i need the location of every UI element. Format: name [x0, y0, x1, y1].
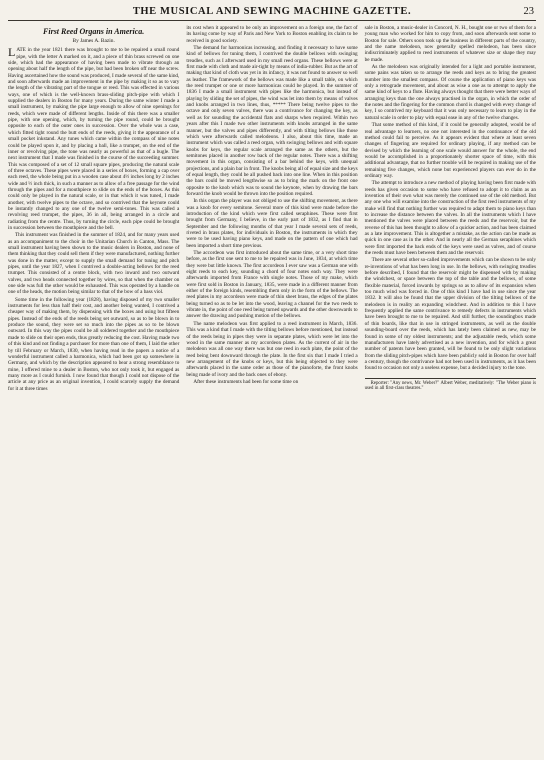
- column-2: [186, 25, 357, 393]
- paragraph: The accordeon was first introduced about the same time, or a very short time before, as the first one sent to me to be repaired was in June, 1834, at which time they were but little known. The first accordeon I ever saw was a German one with eight reeds to each key, sounding a chord of four notes each way. They were afterwards imported from France with single notes. Those of my make, which were first sold in Boston in January, 1835, were made in a different manner from either of the foreign kinds, resembling them only in the form of the bellows. The reed plates in my accordeon were made of thin sheet brass, the edges of the plates being turned so as to be let into the wood, leaving a channel for the two reeds to vibrate in, the point of one reed being turned upwards and the other downwards to answer the drawing and pushing motion of the bellows.: [186, 250, 358, 320]
- paragraph: As the melodeon was originally intended for a light and portable instrument, some pains was taken so to arrange the reeds and keys as to bring the greatest number into the smallest compass. Of course the application of piano keys was only a retrograde movement, and about as wise a one as to attempt to apply the same kind of keys to a flute. Having always thought that there were better ways of arranging keys than the one always practised in the organ, in which the order of the notes and the fingering for the common chord is changed with every change of key, I so contrived my keyboard that it was only necessary to learn to play in the natural scale in order to play with equal ease in any of the twelve changes.: [364, 64, 536, 121]
- paragraph: The demand for harmonicas increasing, and finding it necessary to have some kind of bellows for tuning them, I contrived the double bellows with swinging treadles, such as I afterward used in my small reed organs. These bellows were at first made with cloth and made air-tight by means of india-rubber. But as the art of making that kind of cloth was yet in its infancy, it was not found to answer so well as leather. The framework of the bellows was made like a small table, on which the reed trumpet or one or more harmonicas could be played. In the summer of 1836 I made a small instrument with pipes like the harmonica, but instead of playing by sliding the set of pipes, the wind was let into them by means of valves and knobs arranged in two lines, thus, ***** There being twelve pipes to the octave and only seven valves, there was a contrivance for changing the key, as well as for sounding the accidental flats and sharps when required. Within two years after this I made two other instruments with knobs arranged in the same manner, but the valves and pipes differently, and with tilting bellows like those which were afterwards called melodeons. I also, about this time, made an instrument which was called a reed organ, with swinging bellows and with square knobs for keys, the regular scale arranged the same as the others, but the semitones placed in another row back of the regular notes. There was a shifting movement in this organ, consisting of a bar behind the keys, with unequal projections, and a plain bar in front. The knobs being all of equal size and the keys of equal length, they could be all pushed back into one line. When in this position the bars could be moved lengthwise so as to bring the mark on the front one opposite to the knob which was to sound the keynote, when by drawing the bars forward the knob would be thrown into the position required.: [186, 45, 358, 197]
- article-title: First Reed Organs in America.: [43, 27, 145, 36]
- column-1: [8, 25, 179, 393]
- paragraph: The attempt to introduce a new method of playing having been first made with reeds has given occasion to some who have refused to adopt it to claim as an invention of their own what was merely the continued use of the old method. But any one who will examine into the construction of the first reed instruments of my make will find that nothing further was required to adapt them to piano keys than to increase the distance between the valves. In all the instruments which I have mentioned the valves were placed between the reeds and the reservoir, but the reverse of this has been thought to allow of a quicker action, and has been claimed as a late improvement. This is altogether a mistake, as the action can be made as quick in one case as in the other. And in nearly all the German seraphines which were first imported the back ends of the keys were used as valves, and of course the reeds must have been between them and the reservoir.: [364, 180, 536, 257]
- paragraph: There are several other so-called improvements which can be shown to be only re-inventions of what has been long in use. In the bellows, with swinging treadles before described, I found that the reservoir might be dispensed with by making the windchest, or space between the top of the table and the bellows, of some flexible material, forced inwards by springs so as to allow of its expansion when too much wind was forced in. One of this kind I have had in use since the year 1832. It will also be found that the upper division of the tilting bellows of the melodeon is in reality an expanding windchest. And in addition to this I have frequently applied the same contrivance to remedy defects in instruments which have been brought to me to be repaired. And still further, the soundingbox made of thin boards, like that in use in stringed instruments, as well as the double sounding-board over the reeds, which has lately been claimed as new, may be found in some of my oldest instruments; and the adjustable reeds, which some manufacturers have lately advertised as a new invention, and for which a great number of patents have been granted, will be found to be only slight variations from the sliding pitch-pipes which have been publicly sold in Boston for over half a century, though the contrivance had not been used in instruments, as it has been found to occasion not only a useless expense, but a decided injury to the tone.: [364, 257, 536, 372]
- footnote-divider: [365, 378, 536, 379]
- drop-cap: L: [8, 45, 16, 60]
- paragraph: In this organ the player was not obliged to use the shifting movement, as there was a knob for every semitone. Several more of this kind were made before the introduction of the kind which were first called seraphines. These were first brought from Germany, I believe, in the early part of 1832, as I find that in September and the following months of that year I made several sets of reeds, riveted in brass plates, for individuals in Boston, the instruments in which they were to be used having piano keys, and made on the pattern of one which had been imported a short time previous.: [186, 198, 358, 249]
- paragraph: After these instruments had been for some time on: [193, 378, 299, 385]
- article-byline: By James A. Bazin.: [72, 38, 115, 44]
- page-header: [8, 6, 536, 21]
- article-body: [8, 25, 536, 393]
- column-3: [365, 25, 536, 393]
- footnote: Reporter: "Any news, Mr. Weber?" Albert Weber, meditatively: "The Weber piano is used in all first-class theatres.": [364, 380, 536, 392]
- page-number: 23: [523, 6, 534, 17]
- paragraph: That some method of this kind, if it could be generally adopted, would be of real advantage to learners, no one not interested in the continuance of the old method could fail to perceive. As it appears evident that where at least seven changes of fingering are required for ordinary playing, if any method can be devised by which the learning of one scale would answer for the whole, the end would be accomplished in a proportionately shorter space of time, with this additional advantage, that no further trouble will be required in making use of the remaining five changes, which none but experienced players can ever do in the ordinary way.: [364, 122, 536, 179]
- paragraph: its cost when it appeared to be only an improvement on a foreign one, the fact of its having come by way of Paris and New York to Boston enabling its claim to be received in good society.: [186, 25, 358, 44]
- paragraph: The name melodeon was first applied to a reed instrument in March, 1836. This was a kind that I made with the tilting bellows before mentioned, but instead of the reeds being in pipes they were in separate plates, which were let into the wood in the same manner as my accordeon plates. As the current of air in the melodeon was all one way there was but one reed in each plate, the point of the reed being bent downward through the plate. In the first six that I made I tried a new arrangement of the knobs or keys, but this being objected to they were afterwards placed in the same order as those of the pianoforte, the front knobs being made of ivory and the back ones of ebony.: [186, 320, 358, 378]
- paragraph: Some time in the following year (1828), having disposed of my two smaller instruments for less than half their cost, and another being wanted, I contrived a cheaper way of making them, by dispensing with the boxes and using but fifteen pipes. Instead of the ends of the reeds being set outward, so as to be blown in to produce the sound, they were set so much into the pipes as so to be blown outward. In this way the pipes could be all soldered together and the mouthpiece made to slide on their open ends, thus greatly reducing the cost. Having made two of this kind and not finding a purchaser for more than one of them, I laid the other by till February or March, 1830, when having read in the papers a notice of a wonderful instrument called a harmonica, which had been got up somewhere in Germany, and which by the description appeared to bear a strong resemblance to mine, I offered mine to a dealer in Boston, who not only took it, but engaged as many more as I could furnish. I now found that though I could not dispose of the article at any price as an original invention, I could scarcely supply the demand for it at three times: [8, 296, 180, 392]
- paragraph: This instrument was finished in the summer of 1824, and for many years used as an accompaniment to the choir in the Unitarian Church in Canton, Mass. The small instrument having been shown to the music dealers in Boston, and none of them thinking that they could sell them if they were manufactured, nothing further was done in the matter, except to supply the small demand for tuning and pitch pipes, until the year 1827, when I contrived a double-acting bellows for the reed trumpet. This consisted of a centre block, with two inward and two outward valves, and two heads connected together by wires, so that when the chamber on one side was full the other would be exhausted. This was operated by a handle on one of the heads, the motion being similar to that of the bow of a bass viol.: [8, 232, 180, 296]
- publication-title: THE MUSICAL AND SEWING MACHINE GAZETTE.: [132, 6, 412, 17]
- paragraph: sale in Boston, a music-dealer in Concord, N. H., bought one or two of them for a young man who worked for him to copy from, and soon afterwards sent some to Boston for sale. Others soon took up the business in different parts of the country, and the name melodeon, now generally spelled melodeon, has been since indiscriminately applied to reed instruments of whatever size or shape they may be made.: [364, 25, 536, 63]
- paragraph: ATE in the year 1821 there was brought to me to be repaired a small round pipe, with the letter A marked on it, and a piece of thin brass screwed on one side, which had the appearance of having been made to vibrate through an opening about half the length of the pipe, but had been broken off near the screw. Having ascertained how the sound was produced, I made several of the same kind, and soon afterwards made an improvement in the pipe by making it so as to vary the length of the vibrating part of the tongue or reed. This was effected in various ways, one of which is the well-known brass-sliding pitch-pipe with which I supplied the dealers in Boston for many years. During the same winter I made a small instrument, by making the pipe large enough to allow of nine openings for reeds, which were made of different lengths. Inside of this there was a smaller pipe, with one opening, which, by turning the pipe round, could be brought opposite to each of the outer ones in succession. Over the whole was a case, which fitted tight round the butt ends of the reeds, giving it the appearance of a small pocket inkstand. Any tunes which came within the compass of nine notes could be played upon it, and by placing a ball, like a trumpet, on the end of the inner or revolving pipe, the tone was nearly as powerful as that of a bugle. The next instrument that I made was finished in the course of the succeeding summer. This was composed of a set of 12 small square pipes, producing the natural scale of three octaves. These pipes were placed in a series of boxes, forming a cap over each reed, the whole being put in a wooden case about 4½ inches long by 2 inches wide and ½ inch thick, in such a manner as to allow of a free passage for the wind through the pipes and for a mouthpiece to slide on the ends of the boxes. As this could only be played in the natural scale, or in that which it was tuned, I made another, with twelve pipes to the octave, and so contrived that the keynote could be instantly changed to any one of the twelve semi-tones. This was called a revolving reed trumpet, the pipes, 36 in all, being arranged in a circle and radiating from the centre. Thus, by turning the circle, each pipe could be brought in succession between the mouthpiece and the bell.: [8, 47, 180, 231]
